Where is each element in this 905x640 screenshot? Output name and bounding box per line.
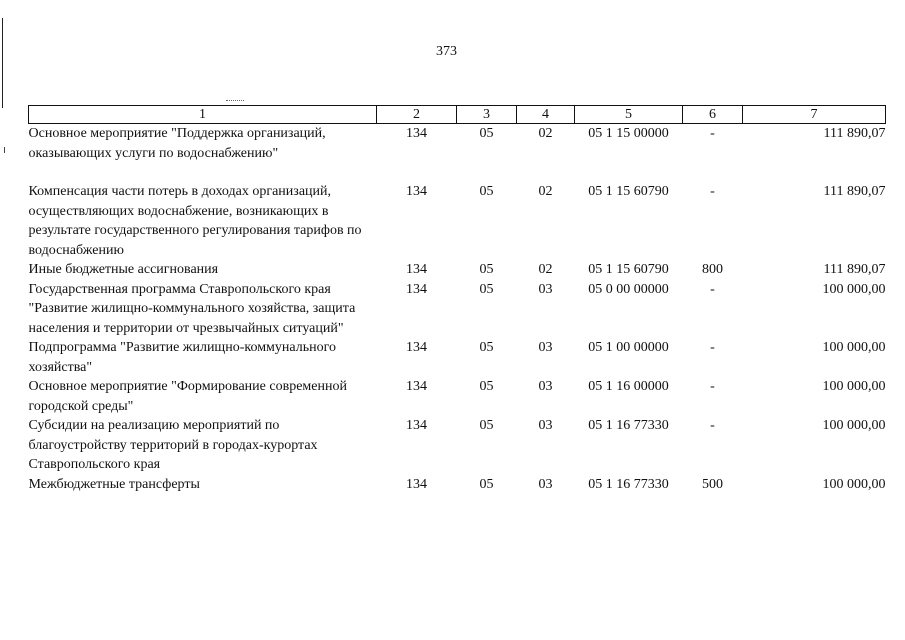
row-expense-type: - <box>710 184 715 199</box>
row-ved-code: 134 <box>406 281 427 297</box>
row-section-code: 05 <box>479 476 494 492</box>
row-expense-type: - <box>710 418 715 433</box>
row-ved-code: 134 <box>406 340 427 355</box>
row-section-code: 05 <box>479 379 494 394</box>
table-row <box>29 377 886 416</box>
row-expense-type: - <box>710 126 715 141</box>
row-section-code: 05 <box>479 281 494 297</box>
row-subsection-code: 02 <box>538 126 553 141</box>
row-subsection-code: 02 <box>538 262 553 277</box>
row-target-code: 05 1 00 00000 <box>588 340 669 355</box>
column-header: 7 <box>743 106 886 124</box>
row-section-code: 05 <box>479 262 494 277</box>
table-header-row <box>29 106 886 124</box>
scan-margin-line <box>2 18 3 108</box>
row-name: Подпрограмма "Развитие жилищно-коммунального хозяйства" <box>28 340 336 375</box>
table-row <box>29 182 886 260</box>
row-expense-type: - <box>710 379 715 394</box>
table-row <box>29 260 886 280</box>
page-number: 373 <box>436 44 457 59</box>
row-target-code: 05 1 16 00000 <box>588 379 669 394</box>
row-name: Компенсация части потерь в доходах организаций, осуществляющих водоснабжение, возникающих в результате государственного регулирования тарифов по водоснабжению <box>28 184 362 258</box>
scan-artifact <box>226 100 244 103</box>
row-amount: 111 890,07 <box>823 126 886 141</box>
row-amount: 100 000,00 <box>822 418 886 433</box>
row-subsection-code: 03 <box>538 340 553 355</box>
row-ved-code: 134 <box>406 126 427 141</box>
row-ved-code: 134 <box>406 379 427 394</box>
row-name: Основное мероприятие "Формирование современной городской среды" <box>28 379 347 414</box>
scan-margin-tick <box>4 147 5 153</box>
row-section-code: 05 <box>479 418 494 433</box>
row-ved-code: 134 <box>406 476 427 492</box>
row-target-code: 05 1 16 77330 <box>588 476 669 492</box>
row-name: Основное мероприятие "Поддержка организаций, оказывающих услуги по водоснабжению" <box>28 126 326 161</box>
column-header: 3 <box>457 106 517 124</box>
row-section-code: 05 <box>479 340 494 355</box>
row-subsection-code: 03 <box>538 281 553 297</box>
row-expense-type: 800 <box>702 262 723 277</box>
row-ved-code: 134 <box>406 262 427 277</box>
column-header: 5 <box>575 106 683 124</box>
row-expense-type: - <box>710 281 715 297</box>
row-target-code: 05 1 16 77330 <box>588 418 669 433</box>
table-row <box>29 416 886 475</box>
row-subsection-code: 03 <box>538 476 553 492</box>
row-target-code: 05 1 15 60790 <box>588 184 669 199</box>
row-name: Субсидии на реализацию мероприятий по благоустройству территорий в городах-курортах Ставропольского края <box>28 418 318 472</box>
table-row <box>29 124 886 183</box>
table-row <box>29 338 886 377</box>
row-amount: 100 000,00 <box>822 476 886 492</box>
row-section-code: 05 <box>479 126 494 141</box>
row-ved-code: 134 <box>406 418 427 433</box>
table-row <box>29 475 886 495</box>
row-amount: 111 890,07 <box>823 262 886 277</box>
budget-table <box>28 105 886 494</box>
row-name: Иные бюджетные ассигнования <box>28 262 219 277</box>
column-header: 2 <box>377 106 457 124</box>
column-header: 1 <box>29 106 377 124</box>
row-name: Государственная программа Ставропольского края "Развитие жилищно-коммунального хозяйства, защита населения и территории от чрезвычайных ситуаций" <box>28 281 356 336</box>
row-target-code: 05 0 00 00000 <box>588 281 669 297</box>
column-header: 6 <box>683 106 743 124</box>
row-amount: 111 890,07 <box>823 184 886 199</box>
row-amount: 100 000,00 <box>822 281 886 297</box>
row-name: Межбюджетные трансферты <box>28 476 200 492</box>
row-target-code: 05 1 15 60790 <box>588 262 669 277</box>
row-subsection-code: 03 <box>538 379 553 394</box>
row-subsection-code: 03 <box>538 418 553 433</box>
row-amount: 100 000,00 <box>822 379 886 394</box>
row-subsection-code: 02 <box>538 184 553 199</box>
row-expense-type: - <box>710 340 715 355</box>
row-section-code: 05 <box>479 184 494 199</box>
row-target-code: 05 1 15 00000 <box>588 126 669 141</box>
row-expense-type: 500 <box>702 476 723 492</box>
row-amount: 100 000,00 <box>822 340 886 355</box>
table-row <box>29 280 886 339</box>
column-header: 4 <box>517 106 575 124</box>
row-ved-code: 134 <box>406 184 427 199</box>
